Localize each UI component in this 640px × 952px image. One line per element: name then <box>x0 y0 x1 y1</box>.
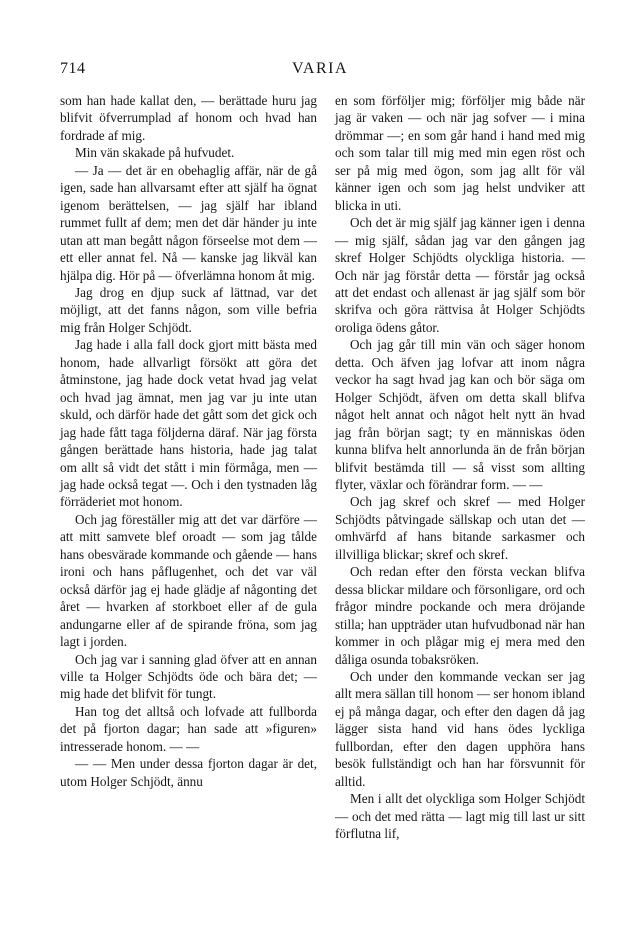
paragraph: Jag hade i alla fall dock gjort mitt bästa med honom, hade allvarligt försökt att göra det åtminstone, jag hade dock vetat hvad jag velat och hvad jag ämnat, men jag var ju inte utan skuld, och därför hade det gått som det gick och jag hade fått taga följderna däraf. När jag första gången berättade hans historia, hade jag talat om allt så vidt det stått i min förmåga, men — jag hade också tegat —. Och i den tystnaden låg förräderiet mot honom. <box>60 337 317 510</box>
paragraph: som han hade kallat den, — berättade huru jag blifvit öfverrumplad af honom och hvad han fordrade af mig. <box>60 93 317 143</box>
running-title: VARIA <box>291 60 349 77</box>
paragraph: Jag drog en djup suck af lättnad, var det möjligt, att det fanns någon, som ville befria mig från Holger Schjödt. <box>60 284 317 335</box>
right-column <box>335 92 585 842</box>
paragraph: Men i allt det olyckliga som Holger Schjödt — och det med rätta — lagt mig till last ur sitt förflutna lif, <box>335 791 585 842</box>
paragraph: Och jag föreställer mig att det var därföre — att mitt samvete blef oroadt — som jag tålde hans obesvärade kommande och gående — hans ironi och hans påflugenhet, och det var väl också därför jag ej hade glädje af någonting det året — hvarken af storkboet eller af de gula andungarne eller af de spirande fröna, som jag lagt i jorden. <box>60 511 317 650</box>
page-header <box>60 60 580 82</box>
paragraph: Och jag var i sanning glad öfver att en annan ville ta Holger Schjödts öde och bära det; — mig hade det blifvit för tungt. <box>60 651 317 702</box>
paragraph: Han tog det alltså och lofvade att fullborda det på fjorton dagar; han sade att »figuren» intresserade honom. — — <box>60 703 317 754</box>
page-number: 714 <box>60 60 86 77</box>
paragraph: Och det är mig själf jag känner igen i denna — mig själf, sådan jag var den gången jag skref Holger Schjödts olyckliga historia. — Och när jag förstår detta — förstår jag också att det endast och allenast är jag själf som bör skrifva och göra rättvisa åt Holger Schjödts oroliga ödens gåtor. <box>335 215 585 335</box>
left-column <box>60 92 317 790</box>
paragraph: Och redan efter den första veckan blifva dessa blickar mildare och försonligare, ord och frågor mindre pockande och mera dröjande stilla; han uppträder utan hufvudbonad när han kommer in och plågar mig ej mera med den dåliga osunda tobaksröken. <box>335 564 585 667</box>
paragraph: — Ja — det är en obehaglig affär, när de gå igen, sade han allvarsamt efter att själf ha ögnat igenom berättelsen, — jag själf har ibland rummet fullt af dem; men det där händer ju inte utan att man begått någon förseelse mot dem — ett eller annat fel. Nå — kanske jag likväl kan hjälpa dig. Hör på — öfverlämna honom åt mig. <box>60 162 317 283</box>
paragraph: Och jag går till min vän och säger honom detta. Och äfven jag lofvar att inom några veckor ha sagt hvad jag kan och bör säga om Holger Schjödt, äfven om detta skall blifva något helt annat och något helt nytt än hvad jag från början sagt; ty en människas öden kunna blifva helt annorlunda än de från början blifvit bestämda till — så visst som allting flyter, växlar och förändrar form. — — <box>335 337 585 492</box>
paragraph: Och under den kommande veckan ser jag allt mera sällan till honom — ser honom ibland ej på många dagar, och efter den dagen då jag lägger sista hand vid hans ödes lyckliga fullbordan, efter den dagen upphöra hans besök fullständigt och han har försvunnit för alltid. <box>335 668 585 789</box>
paragraph: Min vän skakade på hufvudet. <box>75 145 235 161</box>
paragraph: — — Men under dessa fjorton dagar är det, utom Holger Schjödt, ännu <box>60 756 317 789</box>
paragraph: en som förföljer mig; förföljer mig både när jag är vaken — och när jag sofver — i mina drömmar —; en som går hand i hand med mig och som talar till mig med min egen röst och ser på mig med ögon, som jag allt för väl känner igen och som jag helst undviker att blicka in uti. <box>335 93 585 213</box>
paragraph: Och jag skref och skref — med Holger Schjödts påtvingade sällskap och utan det — omhvärfd af hans bitande sarkasmer och illvilliga blickar; skref och skref. <box>335 494 585 562</box>
